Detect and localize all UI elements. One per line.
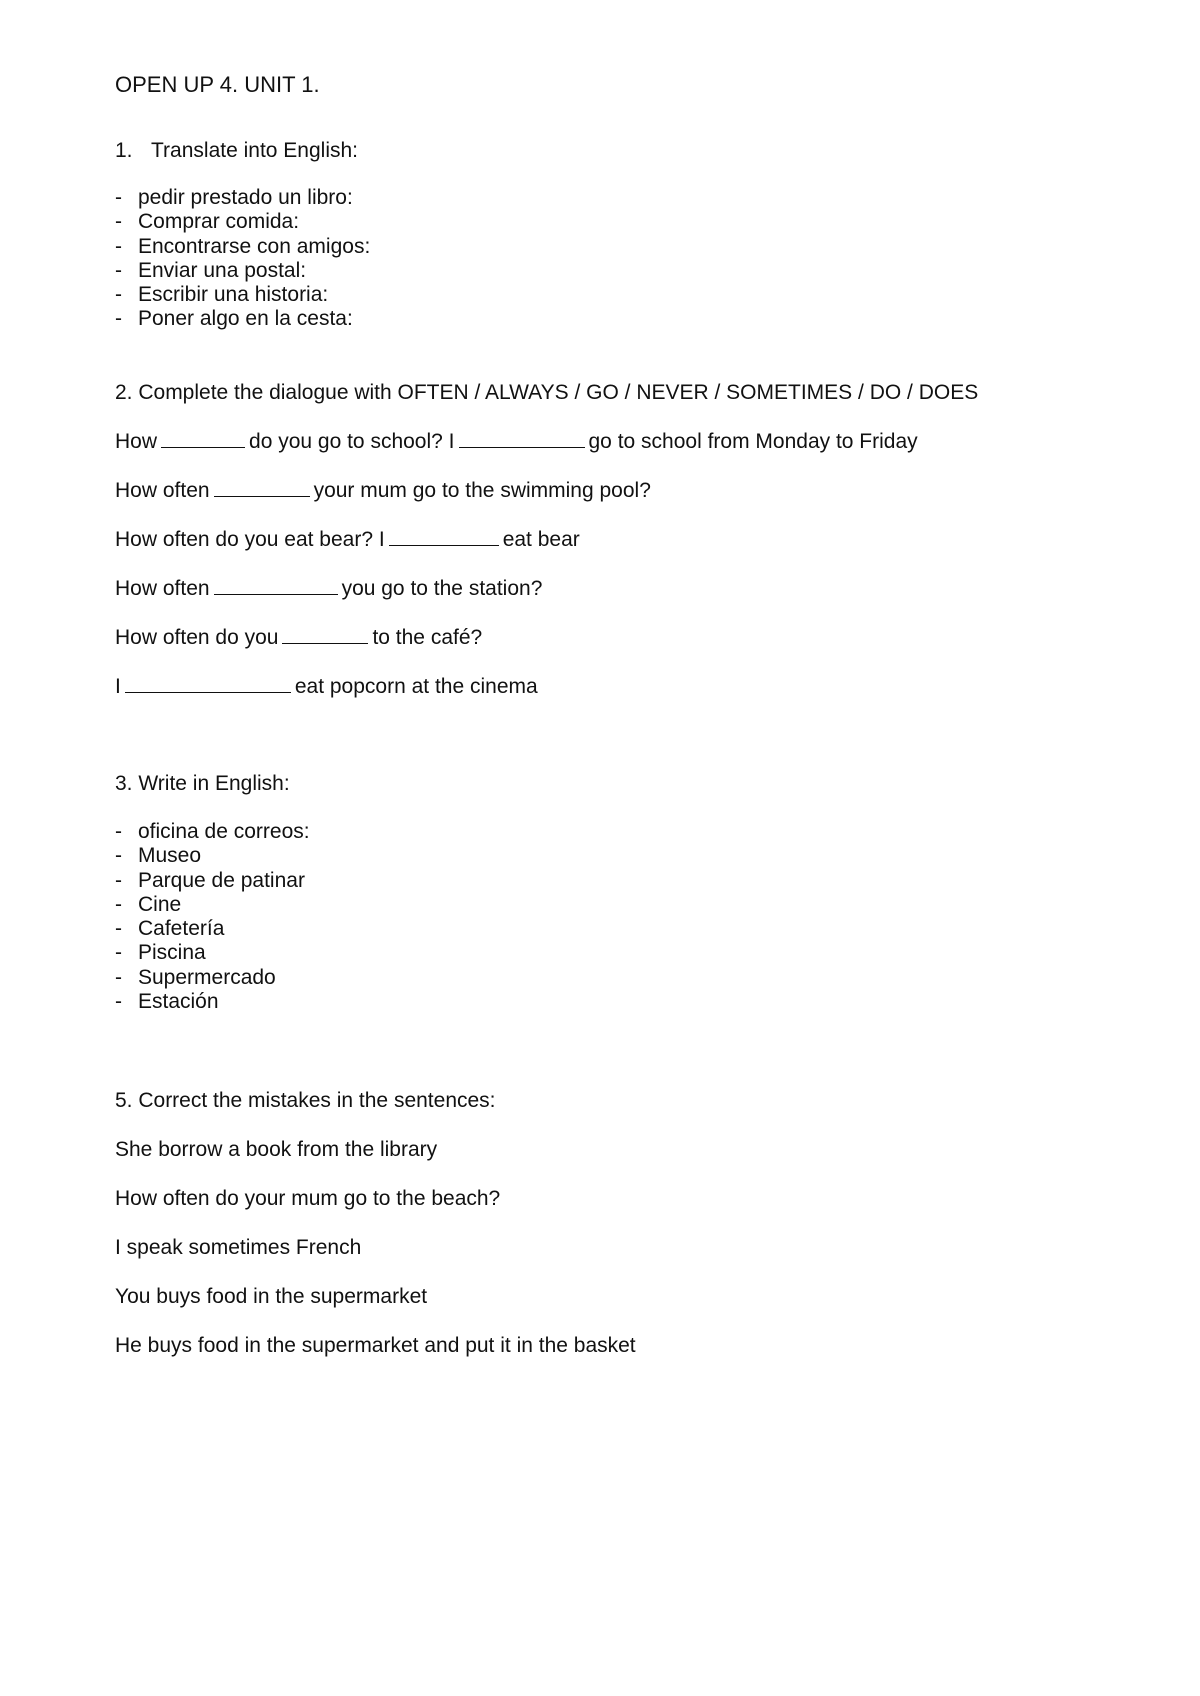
list-item: - Enviar una postal: (115, 259, 370, 283)
sentence-part: to the café? (372, 626, 483, 649)
list-item: - pedir prestado un libro: (115, 186, 370, 210)
sentence-part: you go to the station? (341, 577, 543, 600)
correction-sentence: He buys food in the supermarket and put it in the basket (115, 1334, 636, 1357)
list-item: - oficina de correos: (115, 820, 310, 844)
list-item: - Cine (115, 893, 310, 917)
section-2-heading: 2. Complete the dialogue with OFTEN / ALWAYS / GO / NEVER / SOMETIMES / DO / DOES (115, 381, 979, 404)
dialogue-sentence (115, 429, 918, 455)
sentence-part: go to school from Monday to Friday (588, 430, 918, 453)
sentence-part: How often do you eat bear? I (115, 528, 385, 551)
section-1-list (115, 186, 370, 332)
answer-blank[interactable] (389, 527, 499, 546)
sentence-part: do you go to school? I (249, 430, 455, 453)
list-item: - Museo (115, 844, 310, 868)
dialogue-sentence (115, 576, 542, 602)
section-3-heading: 3. Write in English: (115, 772, 290, 795)
sentence-part: your mum go to the swimming pool? (313, 479, 651, 502)
sentence-part: How often (115, 479, 210, 502)
list-item: - Parque de patinar (115, 869, 310, 893)
sentence-part: eat popcorn at the cinema (294, 675, 538, 698)
answer-blank[interactable] (214, 478, 310, 497)
sentence-part: How often do you (115, 626, 279, 649)
sentence-part: eat bear (502, 528, 580, 551)
correction-sentence: You buys food in the supermarket (115, 1285, 428, 1308)
section-5-heading: 5. Correct the mistakes in the sentences: (115, 1089, 496, 1112)
answer-blank[interactable] (282, 625, 368, 644)
dialogue-sentence (115, 674, 538, 700)
dialogue-sentence (115, 527, 580, 553)
section-1-heading (115, 138, 358, 164)
list-item: - Supermercado (115, 966, 310, 990)
answer-blank[interactable] (214, 576, 338, 595)
sentence-part: How (115, 430, 158, 453)
answer-blank[interactable] (459, 429, 585, 448)
sentence-part: How often (115, 577, 210, 600)
correction-sentence: She borrow a book from the library (115, 1138, 438, 1161)
list-item: - Cafetería (115, 917, 310, 941)
worksheet-title: OPEN UP 4. UNIT 1. (115, 72, 320, 97)
answer-blank[interactable] (161, 429, 245, 448)
dialogue-sentence (115, 478, 651, 504)
section-1-heading-text: Translate into English: (151, 139, 358, 162)
answer-blank[interactable] (125, 674, 291, 693)
list-item: - Poner algo en la cesta: (115, 307, 370, 331)
list-item: - Estación (115, 990, 310, 1014)
section-1-number: 1. (115, 139, 133, 162)
correction-sentence: I speak sometimes French (115, 1236, 362, 1259)
sentence-part: I (115, 675, 121, 698)
list-item: - Comprar comida: (115, 210, 370, 234)
list-item: - Encontrarse con amigos: (115, 235, 370, 259)
list-item: - Piscina (115, 941, 310, 965)
correction-sentence: How often do your mum go to the beach? (115, 1187, 501, 1210)
list-item: - Escribir una historia: (115, 283, 370, 307)
section-3-list (115, 820, 310, 1014)
dialogue-sentence (115, 625, 482, 651)
